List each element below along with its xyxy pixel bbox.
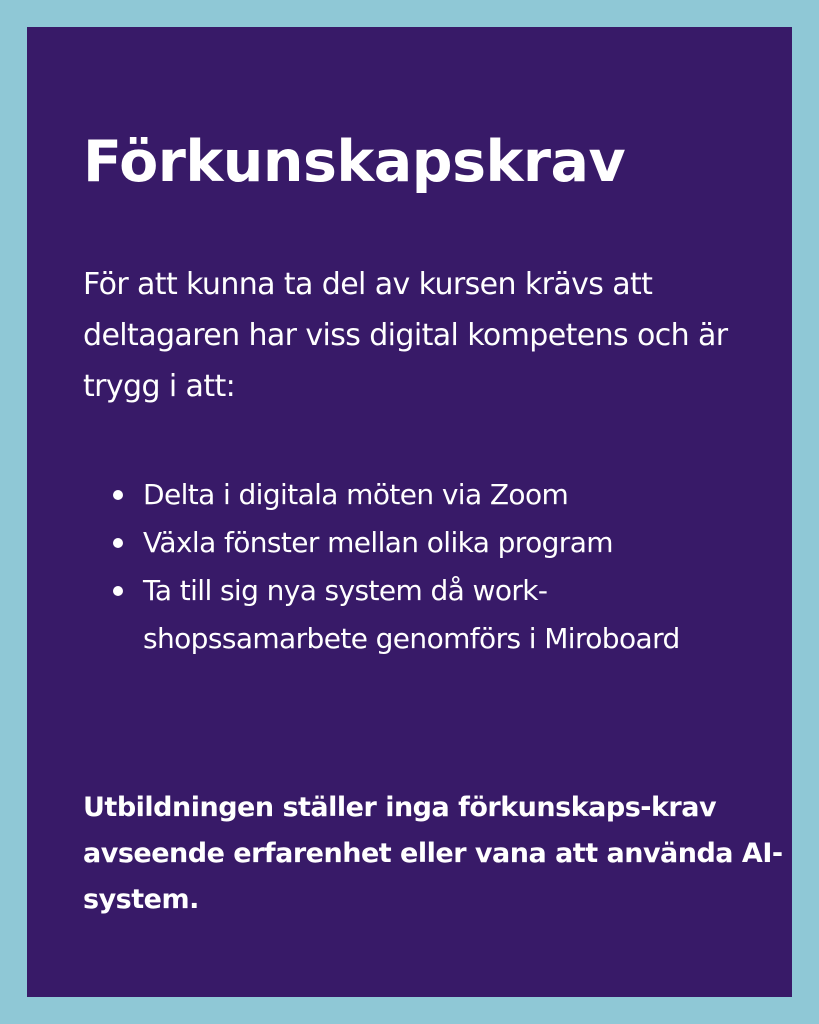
requirement-text: Ta till sig nya system då work-shopssamarbete genomförs i Miroboard	[143, 574, 680, 655]
list-item	[83, 567, 763, 663]
list-item	[83, 519, 763, 567]
intro-text: För att kunna ta del av kursen krävs att deltagaren har viss digital kompetens och är trygg i att:	[83, 267, 728, 404]
requirements-list	[83, 471, 763, 663]
bullet-icon	[113, 538, 123, 548]
requirement-text: Växla fönster mellan olika program	[143, 526, 613, 559]
ai-note: Utbildningen ställer inga förkunskaps-krav avseende erfarenhet eller vana att använda AI-system.	[83, 792, 783, 915]
bullet-icon	[113, 490, 123, 500]
page-title: Förkunskapskrav	[83, 129, 626, 195]
info-card	[27, 27, 792, 997]
requirement-text: Delta i digitala möten via Zoom	[143, 478, 569, 511]
bullet-icon	[113, 586, 123, 596]
list-item	[83, 471, 763, 519]
